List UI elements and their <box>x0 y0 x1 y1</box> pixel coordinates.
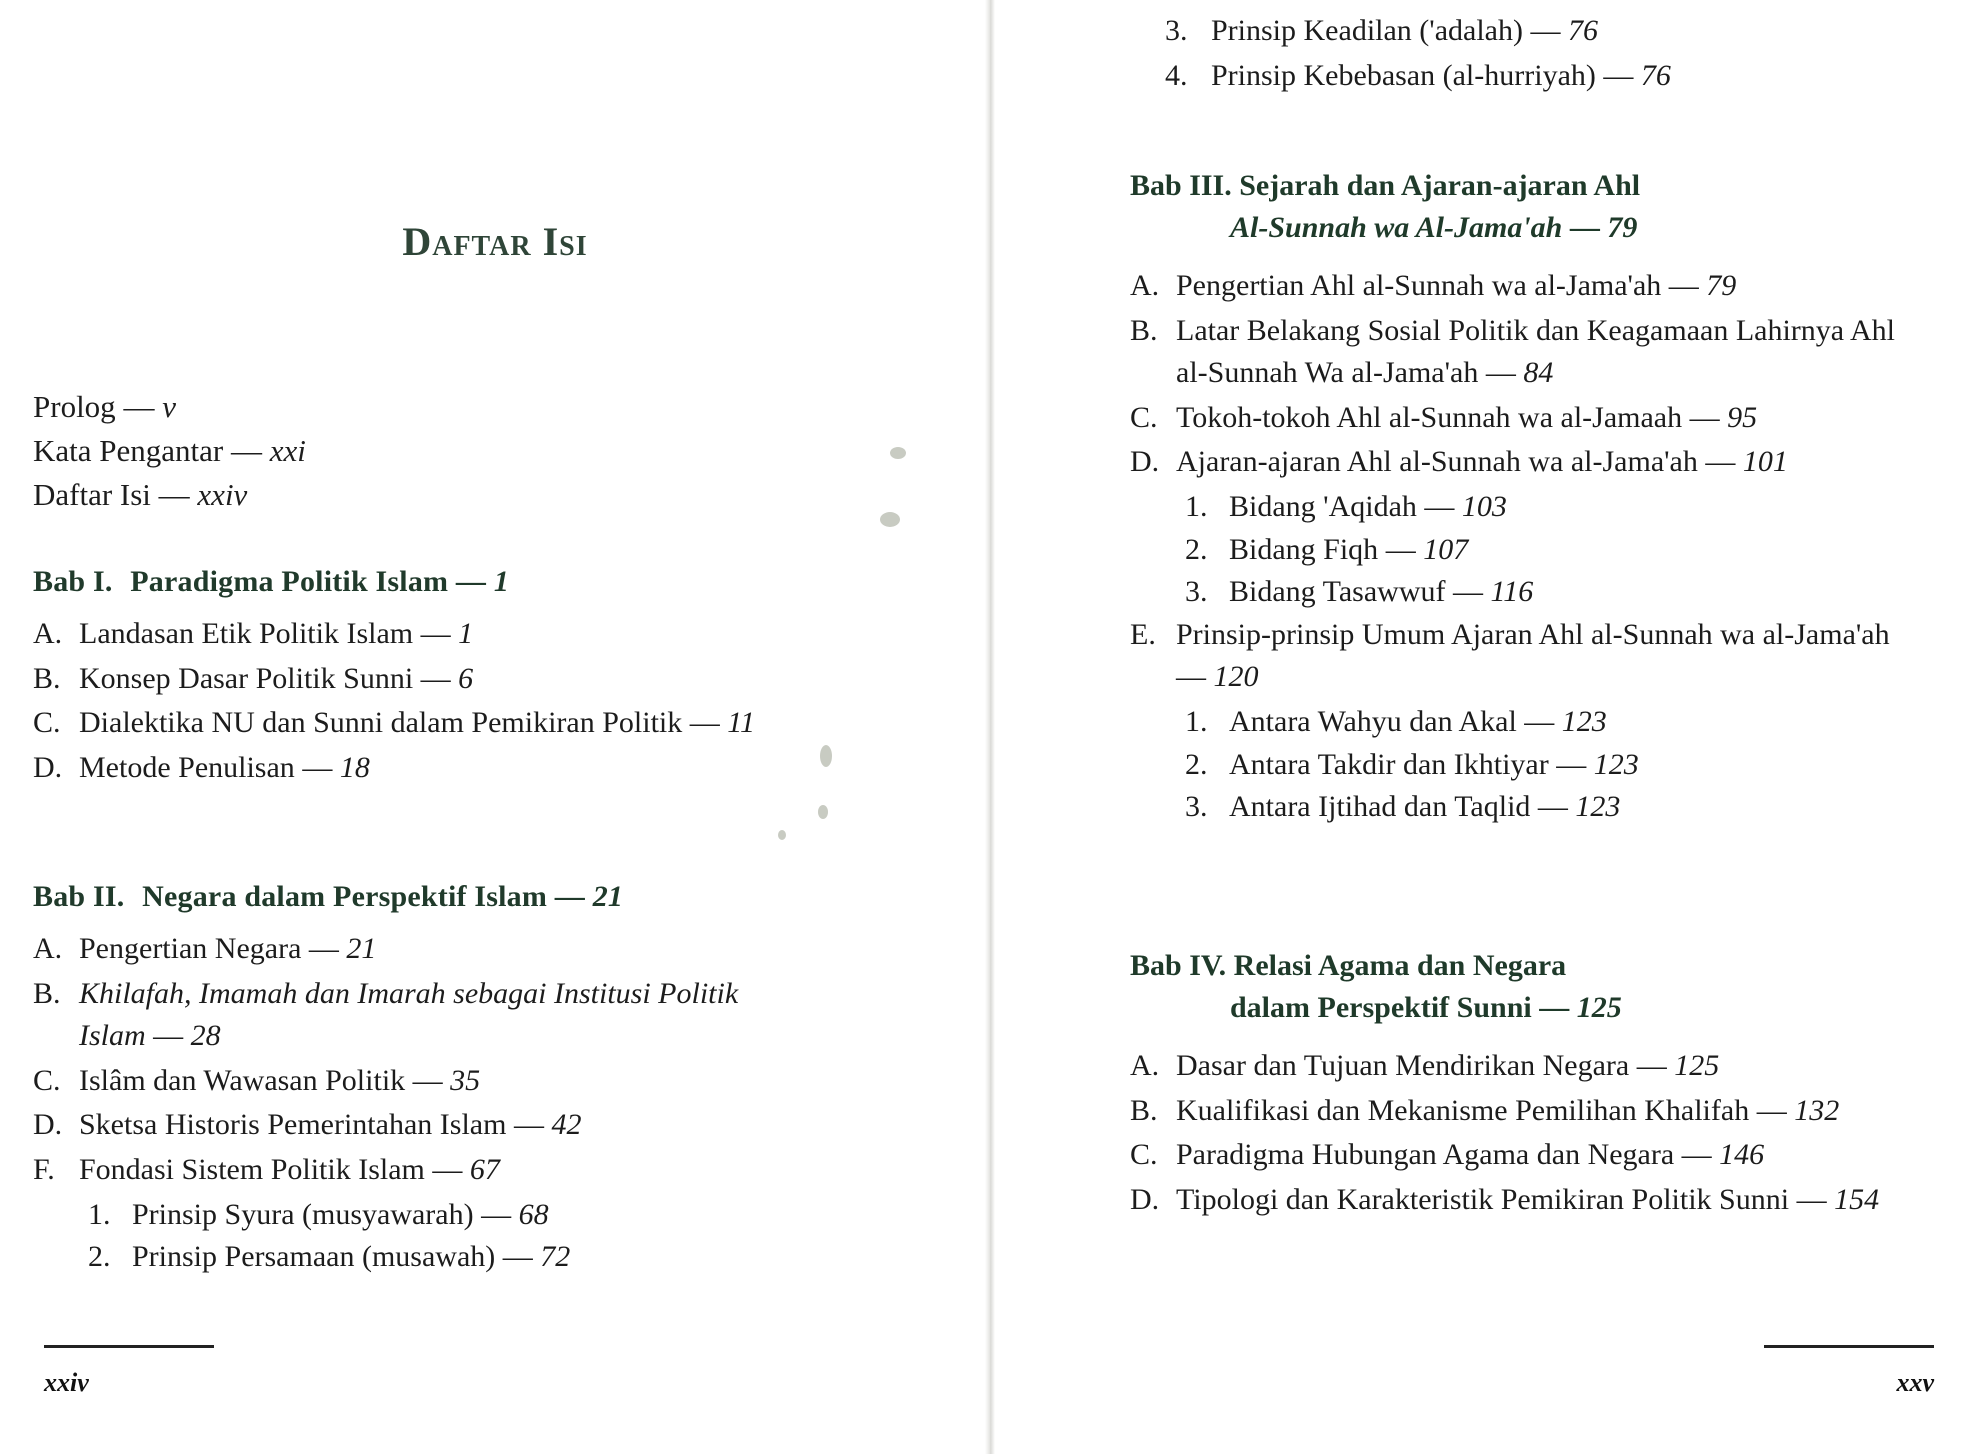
entry-label: D. <box>33 1108 63 1142</box>
entry-page: 101 <box>1742 445 1788 479</box>
chapter-number: Bab II. <box>33 880 125 913</box>
entry-text <box>1229 486 1507 529</box>
entry-text <box>79 613 793 656</box>
entry-dash: — <box>481 1197 512 1231</box>
list-item <box>1130 614 1910 699</box>
entry-dash: — <box>1668 269 1699 302</box>
entry-text <box>132 1236 570 1279</box>
chapter-heading <box>33 565 793 599</box>
entry-title: Prinsip-prinsip Umum Ajaran Ahl al-Sunnah wa al-Jama'ah <box>1176 617 1890 651</box>
entry-label: B. <box>1130 1093 1158 1127</box>
entry-label: 1. <box>88 1197 111 1231</box>
paper-speck <box>778 830 786 840</box>
entry-dash: — <box>513 1108 544 1142</box>
entry-dash: — <box>420 617 451 650</box>
entry-text <box>1211 10 1945 53</box>
entry-label: 1. <box>1185 704 1208 738</box>
entry-text: Prolog <box>33 389 116 424</box>
list-item <box>1130 786 1910 829</box>
entry-page: 84 <box>1523 356 1554 390</box>
list-item <box>1130 529 1910 572</box>
chapter-dash: — <box>455 565 487 598</box>
entry-title: Ajaran-ajaran Ahl al-Sunnah wa al-Jama'ah <box>1176 445 1698 479</box>
list-item <box>33 385 633 429</box>
entry-page: 146 <box>1719 1138 1765 1172</box>
entry-text <box>79 928 793 971</box>
entry-page: 123 <box>1575 790 1621 824</box>
list-item <box>1130 310 1910 395</box>
list-item <box>1130 1179 1910 1222</box>
list-item <box>33 973 793 1058</box>
chapter-entry-list <box>1130 1045 1910 1221</box>
entry-page: 68 <box>518 1197 549 1231</box>
entry-title: Paradigma Hubungan Agama dan Negara <box>1176 1138 1675 1172</box>
chapter-entry-bab-4 <box>1130 945 1910 1223</box>
list-item <box>1130 571 1910 614</box>
list-item <box>33 1194 793 1237</box>
chapter-entry-list <box>1130 265 1910 484</box>
entry-label: D. <box>33 750 63 784</box>
chapter-subentry-list <box>1165 10 1945 97</box>
entry-title: Dialektika NU dan Sunni dalam Pemikiran Politik <box>79 706 683 740</box>
entry-text <box>1176 1134 1910 1177</box>
entry-dash: — <box>689 706 720 740</box>
entry-page: 6 <box>458 661 474 695</box>
chapter-page: 125 <box>1576 991 1622 1024</box>
entry-dash: — <box>1603 58 1634 92</box>
entry-text <box>1176 441 1910 484</box>
entry-dash: — <box>1385 532 1416 566</box>
entry-label: D. <box>1130 445 1160 479</box>
entry-text <box>132 1194 549 1237</box>
entry-title: Prinsip Persamaan (musawah) <box>132 1240 496 1274</box>
entry-label: 3. <box>1185 790 1208 824</box>
entry-text <box>79 658 793 701</box>
entry-text <box>1176 265 1910 308</box>
entry-text <box>1229 744 1639 787</box>
entry-dash: — <box>1452 575 1483 609</box>
entry-dash: — <box>1485 356 1516 390</box>
entry-page: 123 <box>1561 704 1607 738</box>
chapter-dash: — <box>1569 211 1600 244</box>
list-item <box>1130 441 1910 484</box>
chapter-heading <box>1130 945 1910 1029</box>
chapter-entry-list-e <box>1130 614 1910 699</box>
entry-dash: — <box>1689 400 1720 434</box>
entry-page: xxiv <box>197 477 248 513</box>
list-item <box>1130 486 1910 529</box>
chapter-title-line-2 <box>1130 207 1910 249</box>
entry-dash: — <box>432 1152 463 1186</box>
list-item <box>33 747 793 790</box>
entry-title: Prinsip Keadilan ('adalah) <box>1211 14 1523 47</box>
paper-speck <box>818 805 828 819</box>
entry-text <box>79 1149 793 1192</box>
entry-title: Antara Ijtihad dan Taqlid <box>1229 790 1531 824</box>
entry-title: Tipologi dan Karakteristik Pemikiran Politik Sunni <box>1176 1182 1790 1216</box>
entry-label: A. <box>1130 1049 1160 1082</box>
entry-page: 95 <box>1727 400 1758 434</box>
entry-title: Pengertian Negara <box>79 932 302 965</box>
list-item <box>1130 397 1910 440</box>
entry-text <box>1176 1045 1910 1088</box>
entry-dash: — <box>1796 1182 1827 1216</box>
entry-page: 21 <box>346 932 377 965</box>
entry-page: 72 <box>540 1240 571 1274</box>
paper-speck <box>890 447 906 459</box>
entry-dash: — <box>1556 747 1587 781</box>
entry-label: 2. <box>88 1240 111 1274</box>
list-item <box>1130 701 1910 744</box>
entry-title: Bidang Tasawwuf <box>1229 575 1446 609</box>
entry-text <box>79 747 793 790</box>
right-page <box>990 0 1978 1454</box>
entry-page: 67 <box>469 1152 500 1186</box>
entry-title: Tokoh-tokoh Ahl al-Sunnah wa al-Jamaah <box>1176 400 1683 434</box>
entry-title: Islâm dan Wawasan Politik <box>79 1063 406 1097</box>
entry-page: 123 <box>1593 747 1639 781</box>
entry-text <box>79 973 793 1058</box>
entry-dash: — <box>1176 660 1206 694</box>
entry-label: B. <box>33 976 61 1010</box>
entry-text <box>1176 397 1910 440</box>
list-item <box>33 928 793 971</box>
page-number: xxiv <box>44 1368 89 1397</box>
chapter-dash: — <box>1539 991 1570 1024</box>
chapter-dash: — <box>554 880 585 913</box>
list-item <box>1165 10 1945 53</box>
entry-page: 154 <box>1834 1182 1880 1216</box>
entry-title: Prinsip Syura (musyawarah) <box>132 1197 474 1231</box>
entry-title: Konsep Dasar Politik Sunni <box>79 661 414 695</box>
entry-dash: — <box>1524 704 1555 738</box>
paper-speck <box>820 745 832 767</box>
chapter-page: 1 <box>493 565 510 598</box>
entry-label: E. <box>1130 617 1156 651</box>
entry-text <box>1176 1179 1910 1222</box>
entry-page: 79 <box>1706 269 1737 302</box>
entry-label: A. <box>33 932 63 965</box>
page-number: xxv <box>1896 1368 1934 1397</box>
entry-text <box>79 702 793 745</box>
page-title: Daftar Isi <box>402 219 588 264</box>
entry-dash: — <box>123 389 155 424</box>
list-item <box>1130 1090 1910 1133</box>
entry-label: A. <box>33 617 63 650</box>
entry-label: C. <box>33 706 61 740</box>
chapter-entry-bab-1 <box>33 565 793 791</box>
entry-dash: — <box>302 750 333 784</box>
entry-text <box>1229 701 1607 744</box>
entry-text <box>1176 310 1910 395</box>
folio-rule <box>1764 1345 1934 1348</box>
chapter-subentry-list <box>33 1194 793 1279</box>
chapter-entry-list <box>33 928 793 1192</box>
entry-dash: — <box>502 1240 533 1274</box>
entry-dash: — <box>1537 790 1568 824</box>
entry-dash: — <box>158 477 190 513</box>
entry-label: C. <box>1130 400 1158 434</box>
entry-title: Antara Takdir dan Ikhtiyar <box>1229 747 1549 781</box>
chapter-subentry-list-d <box>1130 486 1910 614</box>
chapter-entry-list <box>33 613 793 789</box>
entry-dash: — <box>230 433 262 469</box>
list-item <box>33 1060 793 1103</box>
list-item <box>1130 744 1910 787</box>
entry-label: D. <box>1130 1182 1160 1216</box>
list-item <box>1130 1045 1910 1088</box>
entry-title: Metode Penulisan <box>79 750 295 784</box>
list-item <box>33 658 793 701</box>
entry-text <box>1229 529 1468 572</box>
list-item <box>33 429 633 473</box>
chapter-page: 79 <box>1607 211 1638 244</box>
entry-text <box>79 1104 793 1147</box>
entry-label: F. <box>33 1152 55 1186</box>
chapter-entry-bab-2 <box>33 880 793 1279</box>
list-item <box>33 1236 793 1279</box>
entry-text <box>1229 786 1620 829</box>
entry-text: Kata Pengantar <box>33 433 224 469</box>
entry-dash: — <box>153 1019 184 1053</box>
list-item <box>1165 55 1945 98</box>
entry-dash: — <box>308 932 339 965</box>
entry-title: Khilafah, Imamah dan Imarah sebagai Institusi Politik Islam <box>79 976 739 1053</box>
entry-page: 125 <box>1674 1049 1720 1082</box>
entry-dash: — <box>1530 14 1561 47</box>
entry-page: 116 <box>1490 575 1534 609</box>
entry-title: Bidang Fiqh <box>1229 532 1379 566</box>
chapter-title-cont: dalam Perspektif Sunni <box>1230 991 1532 1024</box>
list-item <box>33 613 793 656</box>
chapter-title-line-1: Sejarah dan Ajaran-ajaran Ahl <box>1239 169 1641 202</box>
entry-dash: — <box>1681 1138 1712 1172</box>
entry-text <box>79 1060 793 1103</box>
chapter-title: Paradigma Politik Islam <box>130 565 449 598</box>
entry-title: Antara Wahyu dan Akal <box>1229 704 1517 738</box>
entry-title: Prinsip Kebebasan (al-hurriyah) <box>1211 58 1596 92</box>
entry-label: C. <box>1130 1138 1158 1172</box>
chapter-number: Bab IV. <box>1130 949 1227 982</box>
entry-text <box>1229 571 1533 614</box>
chapter-subentry-list-e <box>1130 701 1910 829</box>
entry-label: 2. <box>1185 532 1208 566</box>
chapter-number: Bab I. <box>33 565 113 598</box>
entry-label: 2. <box>1185 747 1208 781</box>
entry-page: 103 <box>1461 489 1507 523</box>
entry-label: B. <box>1130 313 1158 347</box>
entry-page: 1 <box>458 617 474 650</box>
entry-label: A. <box>1130 269 1160 302</box>
list-item <box>1130 265 1910 308</box>
list-item <box>1130 1134 1910 1177</box>
entry-title: Pengertian Ahl al-Sunnah wa al-Jama'ah <box>1176 269 1662 302</box>
entry-text <box>1176 614 1910 699</box>
entry-label: 1. <box>1185 489 1208 523</box>
entry-page: 11 <box>727 706 756 740</box>
entry-label: 3. <box>1165 14 1188 47</box>
continued-subentries <box>1165 10 1945 99</box>
entry-text <box>1176 1090 1910 1133</box>
chapter-title: Negara dalam Perspektif Islam <box>142 880 548 913</box>
entry-page: 42 <box>551 1108 582 1142</box>
entry-title: Kualifikasi dan Mekanisme Pemilihan Khalifah <box>1176 1093 1750 1127</box>
front-matter-list <box>33 385 633 517</box>
entry-title: Bidang 'Aqidah <box>1229 489 1417 523</box>
folio-rule <box>44 1345 214 1348</box>
paper-speck <box>880 512 900 527</box>
entry-label: B. <box>33 661 61 695</box>
entry-text <box>1211 55 1945 98</box>
entry-page: 76 <box>1567 14 1598 47</box>
entry-label: C. <box>33 1063 61 1097</box>
entry-dash: — <box>1424 489 1455 523</box>
chapter-heading <box>1130 165 1910 249</box>
entry-title: Dasar dan Tujuan Mendirikan Negara <box>1176 1049 1630 1082</box>
chapter-title-line-2 <box>1130 987 1910 1029</box>
list-item <box>33 702 793 745</box>
entry-label: 4. <box>1165 58 1188 92</box>
entry-page: 120 <box>1213 660 1259 694</box>
chapter-title-italic: Al-Sunnah wa Al-Jama'ah <box>1230 211 1563 244</box>
list-item <box>33 1104 793 1147</box>
entry-title: Fondasi Sistem Politik Islam <box>79 1152 425 1186</box>
entry-title: Latar Belakang Sosial Politik dan Keagamaan Lahirnya Ahl al-Sunnah Wa al-Jama'ah <box>1176 313 1895 390</box>
chapter-entry-bab-3 <box>1130 165 1910 829</box>
entry-page: 28 <box>190 1019 221 1053</box>
entry-page: 76 <box>1640 58 1671 92</box>
entry-page: 107 <box>1423 532 1469 566</box>
entry-text: Daftar Isi <box>33 477 151 513</box>
entry-dash: — <box>420 661 451 695</box>
entry-dash: — <box>1756 1093 1787 1127</box>
list-item <box>33 1149 793 1192</box>
entry-label: 3. <box>1185 575 1208 609</box>
entry-dash: — <box>1705 445 1736 479</box>
entry-title: Sketsa Historis Pemerintahan Islam <box>79 1108 507 1142</box>
entry-page: 18 <box>339 750 370 784</box>
entry-page: v <box>162 389 176 424</box>
entry-dash: — <box>1636 1049 1667 1082</box>
entry-dash: — <box>412 1063 443 1097</box>
entry-page: 132 <box>1794 1093 1840 1127</box>
entry-page: xxi <box>269 433 306 469</box>
chapter-heading <box>33 880 793 914</box>
chapter-title-line-1: Relasi Agama dan Negara <box>1233 949 1567 982</box>
list-item <box>33 473 633 517</box>
chapter-number: Bab III. <box>1130 169 1232 202</box>
entry-page: 35 <box>450 1063 481 1097</box>
chapter-page: 21 <box>592 880 624 913</box>
entry-title: Landasan Etik Politik Islam <box>79 617 414 650</box>
